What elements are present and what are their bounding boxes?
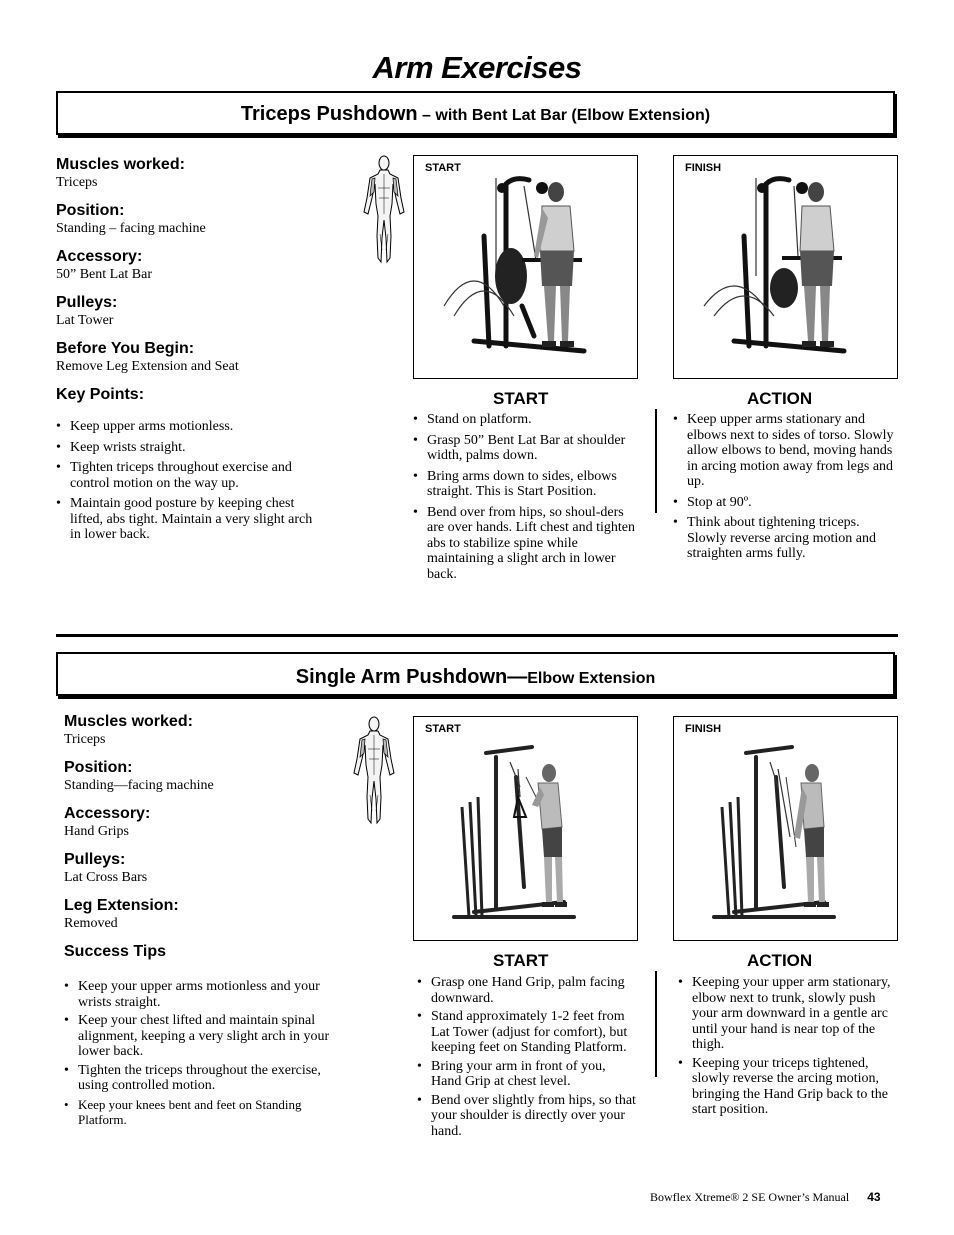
info-label: Leg Extension: [64, 897, 179, 914]
start-heading: START [493, 951, 549, 970]
list-item: • Maintain good posture by keeping chest lifted, abs tight. Maintain a very slight arch in lower back. [56, 496, 326, 543]
key-points-label: Key Points: [56, 386, 145, 403]
list-item: • Keep your upper arms motionless and your wrists straight. [64, 979, 344, 1010]
success-tips-label: Success Tips [64, 943, 166, 960]
exercise-machine-image [414, 717, 638, 941]
page-footer [650, 1190, 881, 1205]
list-item: • Stand on platform. [413, 412, 635, 428]
action-heading: ACTION [747, 389, 813, 408]
photo-finish [673, 155, 898, 379]
section1-banner [56, 91, 895, 135]
info-value: Triceps [56, 175, 98, 190]
success-tips-list [64, 979, 344, 1133]
section2-info [64, 712, 344, 961]
key-points-list [56, 419, 326, 548]
info-value: 50” Bent Lat Bar [56, 267, 153, 282]
list-item: • Bring your arm in front of you, Hand Grip at chest level. [417, 1059, 639, 1090]
list-item: • Stop at 90º. [673, 495, 898, 511]
list-item: • Think about tightening triceps. Slowly reverse arcing motion and straighten arms fully. [673, 515, 898, 562]
info-value: Standing – facing machine [56, 221, 206, 236]
info-label: Pulleys: [56, 294, 118, 311]
exercise-machine-image [674, 717, 898, 941]
list-item: • Tighten the triceps throughout the exercise, using controlled motion. [64, 1063, 344, 1094]
exercise-machine-image [674, 156, 898, 379]
info-value: Removed [64, 916, 118, 931]
list-item: • Grasp one Hand Grip, palm facing downward. [417, 975, 639, 1006]
info-label: Accessory: [64, 805, 151, 822]
photo-start [413, 716, 638, 941]
info-label: Muscles worked: [64, 713, 193, 730]
list-item: • Bend over from hips, so shoul-ders are over hands. Lift chest and tighten abs to stabilize spine while maintaining a slight arch in lower back. [413, 505, 635, 583]
column-divider [655, 971, 657, 1077]
manual-title: Bowflex Xtreme® 2 SE Owner’s Manual [650, 1190, 850, 1204]
list-item: • Keep wrists straight. [56, 440, 326, 456]
list-item: • Keep your chest lifted and maintain spinal alignment, keeping a very slight arch in your lower back. [64, 1013, 344, 1060]
section2-banner [56, 652, 895, 696]
page-title: Arm Exercises [372, 50, 582, 85]
info-value: Lat Cross Bars [64, 870, 148, 885]
photo-label: FINISH [685, 162, 722, 174]
photo-label: START [425, 723, 461, 735]
list-item: • Keep upper arms motionless. [56, 419, 326, 435]
info-label: Muscles worked: [56, 156, 185, 173]
info-value: Remove Leg Extension and Seat [56, 359, 239, 374]
list-item: • Keep your knees bent and feet on Standing Platform. [64, 1097, 344, 1128]
muscle-diagram-icon [350, 715, 398, 827]
list-item: • Tighten triceps throughout exercise and control motion on the way up. [56, 460, 326, 491]
list-item: • Keeping your upper arm stationary, elbow next to trunk, slowly push your arm downward in a gentle arc until your hand is near top of the thigh. [678, 975, 904, 1053]
section1-info [56, 155, 336, 404]
info-value: Hand Grips [64, 824, 129, 839]
list-item: • Keeping your triceps tightened, slowly reverse the arcing motion, bringing the Hand Grip back to the start position. [678, 1056, 904, 1118]
info-label: Accessory: [56, 248, 143, 265]
info-label: Position: [64, 759, 133, 776]
photo-finish [673, 716, 898, 941]
info-label: Position: [56, 202, 125, 219]
exercise-machine-image [414, 156, 638, 379]
section1-subheading: – with Bent Lat Bar (Elbow Extension) [417, 107, 711, 124]
list-item: • Stand approximately 1-2 feet from Lat Tower (adjust for comfort), but keeping feet on Standing Platform. [417, 1009, 639, 1056]
section2-heading: Single Arm Pushdown— [295, 666, 528, 688]
list-item: • Bend over slightly from hips, so that your shoulder is directly over your hand. [417, 1093, 639, 1140]
info-value: Lat Tower [56, 313, 114, 328]
start-list [413, 412, 635, 587]
photo-label: FINISH [685, 723, 722, 735]
photo-start [413, 155, 638, 379]
start-heading: START [493, 389, 549, 408]
action-list [673, 412, 898, 567]
page-number: 43 [867, 1190, 881, 1204]
photo-label: START [425, 162, 461, 174]
list-item: • Keep upper arms stationary and elbows next to sides of torso. Slowly allow elbows to bend, moving hands in arcing motion away from legs and up. [673, 412, 898, 490]
list-item: • Grasp 50” Bent Lat Bar at shoulder width, palms down. [413, 433, 635, 464]
list-item: • Bring arms down to sides, elbows straight. This is Start Position. [413, 469, 635, 500]
action-list [678, 975, 904, 1121]
info-value: Triceps [64, 732, 106, 747]
info-label: Pulleys: [64, 851, 126, 868]
info-label: Before You Begin: [56, 340, 195, 357]
action-heading: ACTION [747, 951, 813, 970]
start-list [417, 975, 639, 1142]
column-divider [655, 409, 657, 513]
section2-subheading: Elbow Extension [527, 670, 656, 687]
info-value: Standing—facing machine [64, 778, 214, 793]
section1-heading: Triceps Pushdown [240, 103, 418, 125]
muscle-diagram-icon [360, 154, 408, 266]
section-divider [56, 634, 898, 637]
